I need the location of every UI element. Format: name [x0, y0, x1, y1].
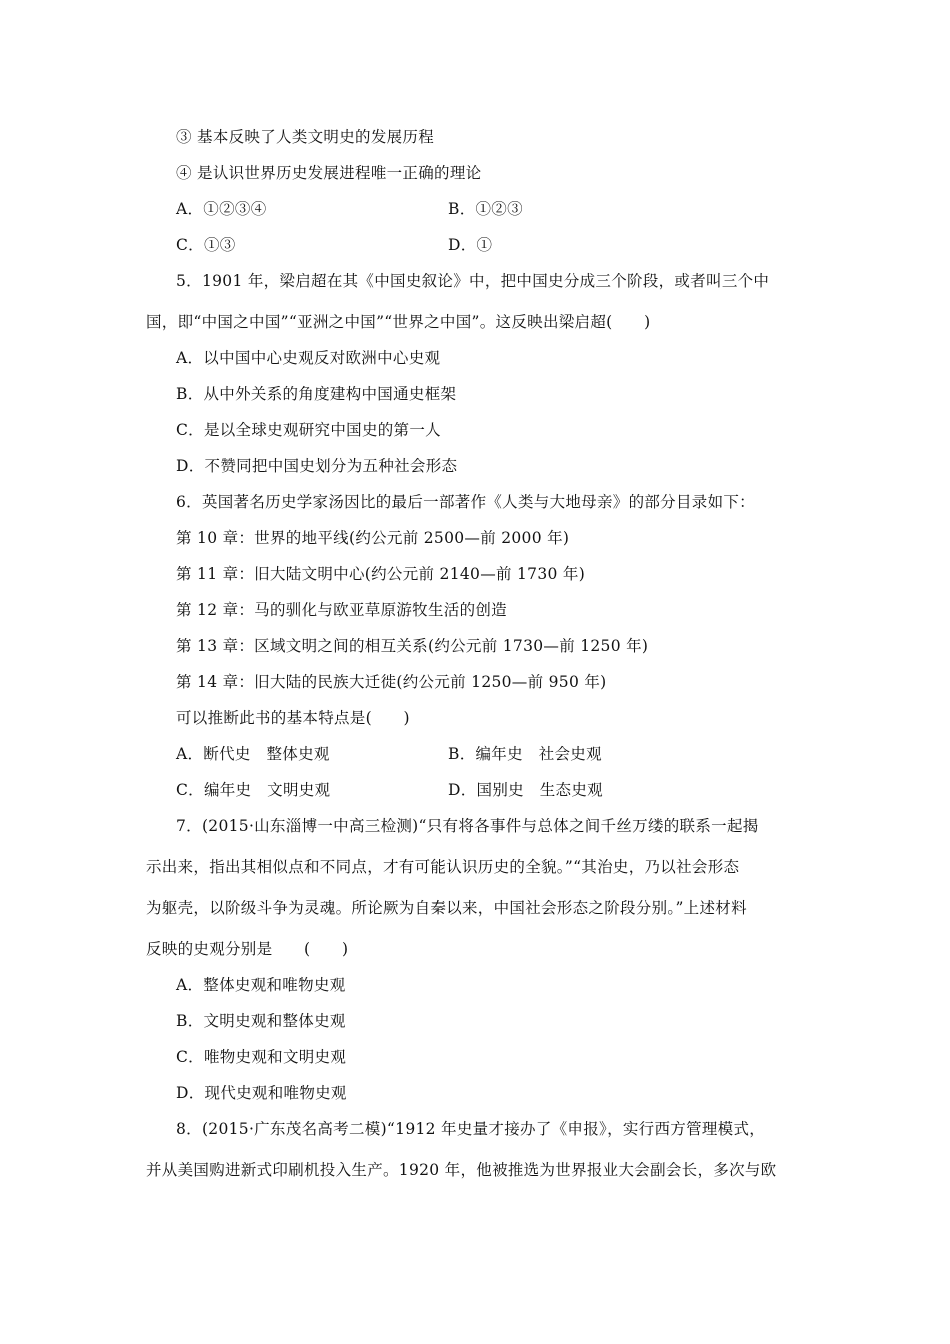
q6-option-a: A．断代史 整体史观 — [176, 745, 330, 763]
q7-option-b: B．文明史观和整体史观 — [176, 1012, 346, 1030]
q7-stem-line-1: 7．(2015·山东淄博一中高三检测)“只有将各事件与总体之间千丝万缕的联系一起揭 — [176, 817, 759, 835]
q6-chapter-11: 第 11 章：旧大陆文明中心(约公元前 2140—前 1730 年) — [176, 565, 586, 583]
q6-question: 可以推断此书的基本特点是( ) — [176, 709, 410, 727]
q5-option-d: D．不赞同把中国史划分为五种社会形态 — [176, 457, 458, 475]
q4-statement-4: ④ 是认识世界历史发展进程唯一正确的理论 — [176, 164, 482, 182]
q4-option-d: D．① — [448, 236, 493, 254]
q6-chapter-12: 第 12 章：马的驯化与欧亚草原游牧生活的创造 — [176, 601, 507, 619]
q4-option-a: A．①②③④ — [176, 200, 267, 218]
q4-statement-3: ③ 基本反映了人类文明史的发展历程 — [176, 128, 435, 146]
q7-stem-line-2: 示出来，指出其相似点和不同点，才有可能认识历史的全貌。”“其治史，乃以社会形态 — [146, 858, 740, 876]
q7-stem-line-3: 为躯壳，以阶级斗争为灵魂。所论厥为自秦以来，中国社会形态之阶段分别。”上述材料 — [146, 899, 747, 917]
q8-stem-line-2: 并从美国购进新式印刷机投入生产。1920 年，他被推选为世界报业大会副会长，多次与欧 — [146, 1161, 777, 1179]
q7-stem-line-4: 反映的史观分别是 ( ) — [146, 940, 349, 958]
q5-option-c: C．是以全球史观研究中国史的第一人 — [176, 421, 441, 439]
q6-option-d: D．国别史 生态史观 — [448, 781, 603, 799]
q5-stem-line-1: 5．1901 年，梁启超在其《中国史叙论》中，把中国史分成三个阶段，或者叫三个中 — [176, 272, 770, 290]
q6-chapter-14: 第 14 章：旧大陆的民族大迁徙(约公元前 1250—前 950 年) — [176, 673, 607, 691]
q4-option-b: B．①②③ — [448, 200, 523, 218]
q8-stem-line-1: 8．(2015·广东茂名高考二模)“1912 年史量才接办了《申报》，实行西方管理模式， — [176, 1120, 766, 1138]
q5-option-b: B．从中外关系的角度建构中国通史框架 — [176, 385, 457, 403]
q5-stem-line-2: 国，即“中国之中国”“亚洲之中国”“世界之中国”。这反映出梁启超( ) — [146, 313, 651, 331]
q6-option-c: C．编年史 文明史观 — [176, 781, 331, 799]
q6-stem: 6．英国著名历史学家汤因比的最后一部著作《人类与大地母亲》的部分目录如下： — [176, 493, 755, 511]
q7-option-d: D．现代史观和唯物史观 — [176, 1084, 347, 1102]
q7-option-a: A．整体史观和唯物史观 — [176, 976, 346, 994]
q7-option-c: C．唯物史观和文明史观 — [176, 1048, 347, 1066]
q6-chapter-10: 第 10 章：世界的地平线(约公元前 2500—前 2000 年) — [176, 529, 570, 547]
q6-option-b: B．编年史 社会史观 — [448, 745, 602, 763]
q5-option-a: A．以中国中心史观反对欧洲中心史观 — [176, 349, 441, 367]
q4-option-c: C．①③ — [176, 236, 236, 254]
q6-chapter-13: 第 13 章：区域文明之间的相互关系(约公元前 1730—前 1250 年) — [176, 637, 649, 655]
